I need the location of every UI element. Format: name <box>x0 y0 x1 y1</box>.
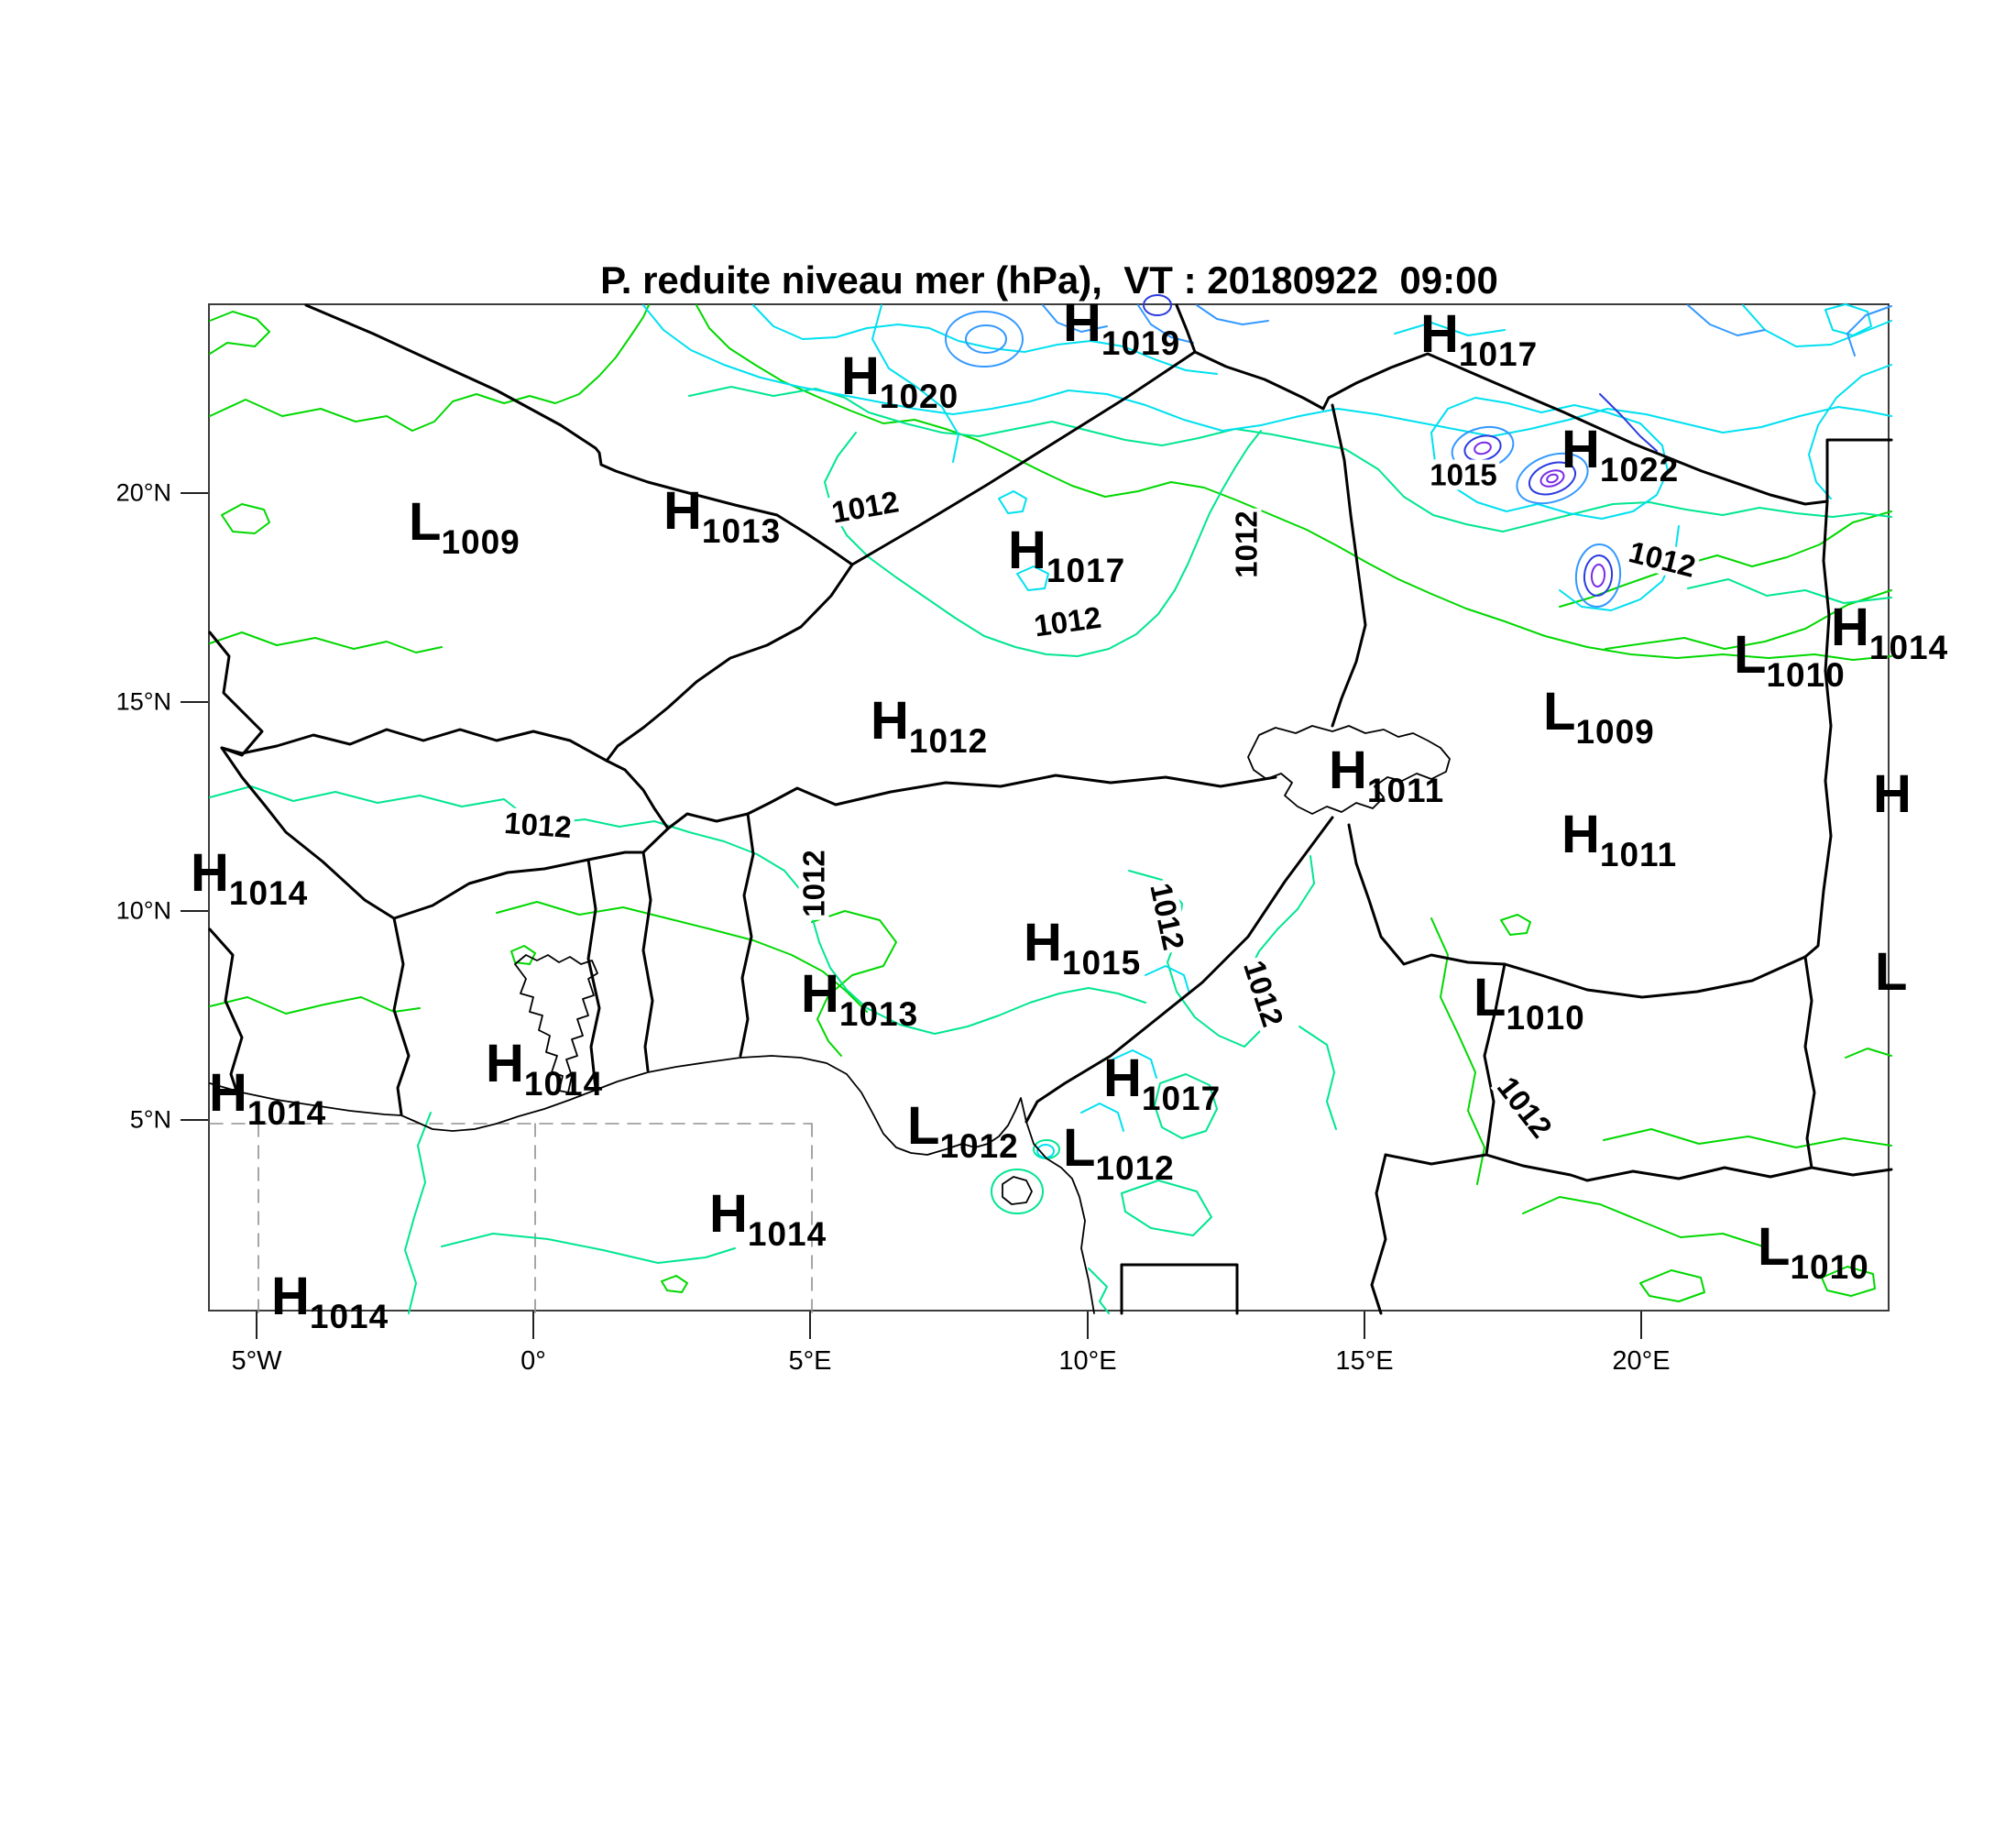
contour-label-1012-8: 1012 <box>1238 954 1289 1033</box>
pressure-value: 1019 <box>1101 324 1181 362</box>
contours-blue <box>1144 295 1657 597</box>
lon-label-10°E: 10°E <box>1058 1346 1117 1376</box>
contour-label-1015-3: 1015 <box>1427 460 1499 490</box>
pressure-letter: L <box>1734 625 1767 685</box>
lon-tick-5°W <box>256 1312 257 1339</box>
pressure-letter: H <box>271 1267 310 1326</box>
pressure-letter: L <box>1758 1217 1791 1277</box>
pressure-value: 1014 <box>309 1298 389 1335</box>
pressure-letter: H <box>1329 741 1367 800</box>
pressure-value: 1015 <box>1061 944 1142 982</box>
contour-label-1012-5: 1012 <box>500 807 575 842</box>
lat-tick-10°N <box>181 910 208 912</box>
pressure-value: 1020 <box>879 378 959 415</box>
pressure-value: 1022 <box>1599 451 1680 488</box>
lon-tick-5°E <box>809 1312 811 1339</box>
lon-label-5°W: 5°W <box>231 1346 282 1376</box>
pressure-value: 1009 <box>1575 713 1655 751</box>
pressure-letter: H <box>1561 805 1600 864</box>
lon-label-15°E: 15°E <box>1335 1346 1394 1376</box>
pressure-value: 1017 <box>1046 552 1126 589</box>
pressure-value: 1014 <box>523 1065 604 1103</box>
lat-tick-5°N <box>181 1119 208 1121</box>
contour-label-1012-9: 1012 <box>1490 1070 1560 1145</box>
pressure-value: 1012 <box>908 722 989 760</box>
contours-lightblue <box>946 305 1891 609</box>
pressure-value: 1017 <box>1141 1080 1222 1117</box>
contour-label-1012-7: 1012 <box>1145 878 1190 956</box>
lat-tick-15°N <box>181 701 208 703</box>
pressure-value: 1011 <box>1599 836 1678 873</box>
lon-tick-10°E <box>1087 1312 1089 1339</box>
pressure-value: 1010 <box>1790 1248 1869 1286</box>
pressure-value: 1014 <box>228 874 309 912</box>
contour-label-1012-2: 1012 <box>1029 601 1105 642</box>
dashed-gridlines <box>210 1124 812 1313</box>
lat-label-15°N: 15°N <box>115 687 171 716</box>
country-borders <box>210 305 1891 1313</box>
pressure-value: 1009 <box>441 523 520 561</box>
pressure-letter: H <box>1024 913 1062 972</box>
pressure-value: 1014 <box>1868 629 1949 666</box>
lon-label-5°E: 5°E <box>788 1346 832 1376</box>
pressure-value: 1017 <box>1458 335 1539 373</box>
lon-tick-20°E <box>1640 1312 1642 1339</box>
pressure-value: 1014 <box>247 1094 327 1132</box>
pressure-letter: H <box>1103 1048 1142 1108</box>
pressure-value: 1011 <box>1366 772 1445 809</box>
pressure-letter: H <box>871 691 909 751</box>
pressure-value: 1012 <box>939 1127 1019 1165</box>
pressure-letter: H <box>1420 304 1459 364</box>
pressure-value: 1012 <box>1095 1149 1175 1187</box>
pressure-letter: H <box>1831 598 1869 657</box>
pressure-letter: H <box>191 843 229 903</box>
contours-green <box>210 305 1891 1301</box>
pressure-letter: H <box>486 1034 524 1093</box>
pressure-letter: H <box>1873 764 1912 824</box>
lon-tick-15°E <box>1364 1312 1365 1339</box>
lon-label-0°: 0° <box>520 1346 546 1376</box>
lat-tick-20°N <box>181 492 208 494</box>
contour-label-1012-6: 1012 <box>799 847 829 919</box>
pressure-letter: L <box>1474 968 1507 1027</box>
pressure-value: 1013 <box>838 995 919 1033</box>
pressure-contour-map <box>210 305 1891 1313</box>
pressure-value: 1014 <box>747 1215 827 1253</box>
pressure-value: 1013 <box>701 512 782 550</box>
pressure-value: 1010 <box>1506 999 1585 1037</box>
contour-label-1012-1: 1012 <box>1232 508 1262 580</box>
pressure-letter: H <box>801 964 839 1024</box>
contour-label-1012-0: 1012 <box>827 486 904 528</box>
pressure-letter: L <box>1875 942 1908 1002</box>
pressure-value: 1010 <box>1766 656 1846 694</box>
pressure-letter: H <box>1008 521 1046 580</box>
pressure-letter: L <box>907 1096 940 1156</box>
lake-chad <box>1248 726 1450 814</box>
lat-label-5°N: 5°N <box>129 1105 171 1134</box>
pressure-letter: L <box>409 492 442 552</box>
pressure-letter: H <box>663 481 702 541</box>
pressure-letter: L <box>1543 682 1576 741</box>
pressure-letter: H <box>1063 293 1101 353</box>
map-area <box>191 293 1949 1335</box>
contour-label-1012-4: 1012 <box>1623 535 1701 582</box>
pressure-letter: H <box>841 346 880 406</box>
lake-volta <box>515 955 597 1092</box>
lon-label-20°E: 20°E <box>1612 1346 1671 1376</box>
pressure-letter: H <box>709 1184 748 1244</box>
map-title: P. reduite niveau mer (hPa), VT : 20180922 09:00 <box>600 258 1498 302</box>
pressure-letter: L <box>1063 1118 1096 1178</box>
bioko-island <box>1003 1177 1032 1204</box>
lat-label-10°N: 10°N <box>115 896 171 925</box>
pressure-letter: H <box>1561 420 1600 479</box>
contours-springgreen <box>210 387 1891 1313</box>
lon-tick-0° <box>532 1312 534 1339</box>
lat-label-20°N: 20°N <box>115 478 171 507</box>
pressure-letter: H <box>209 1063 247 1123</box>
